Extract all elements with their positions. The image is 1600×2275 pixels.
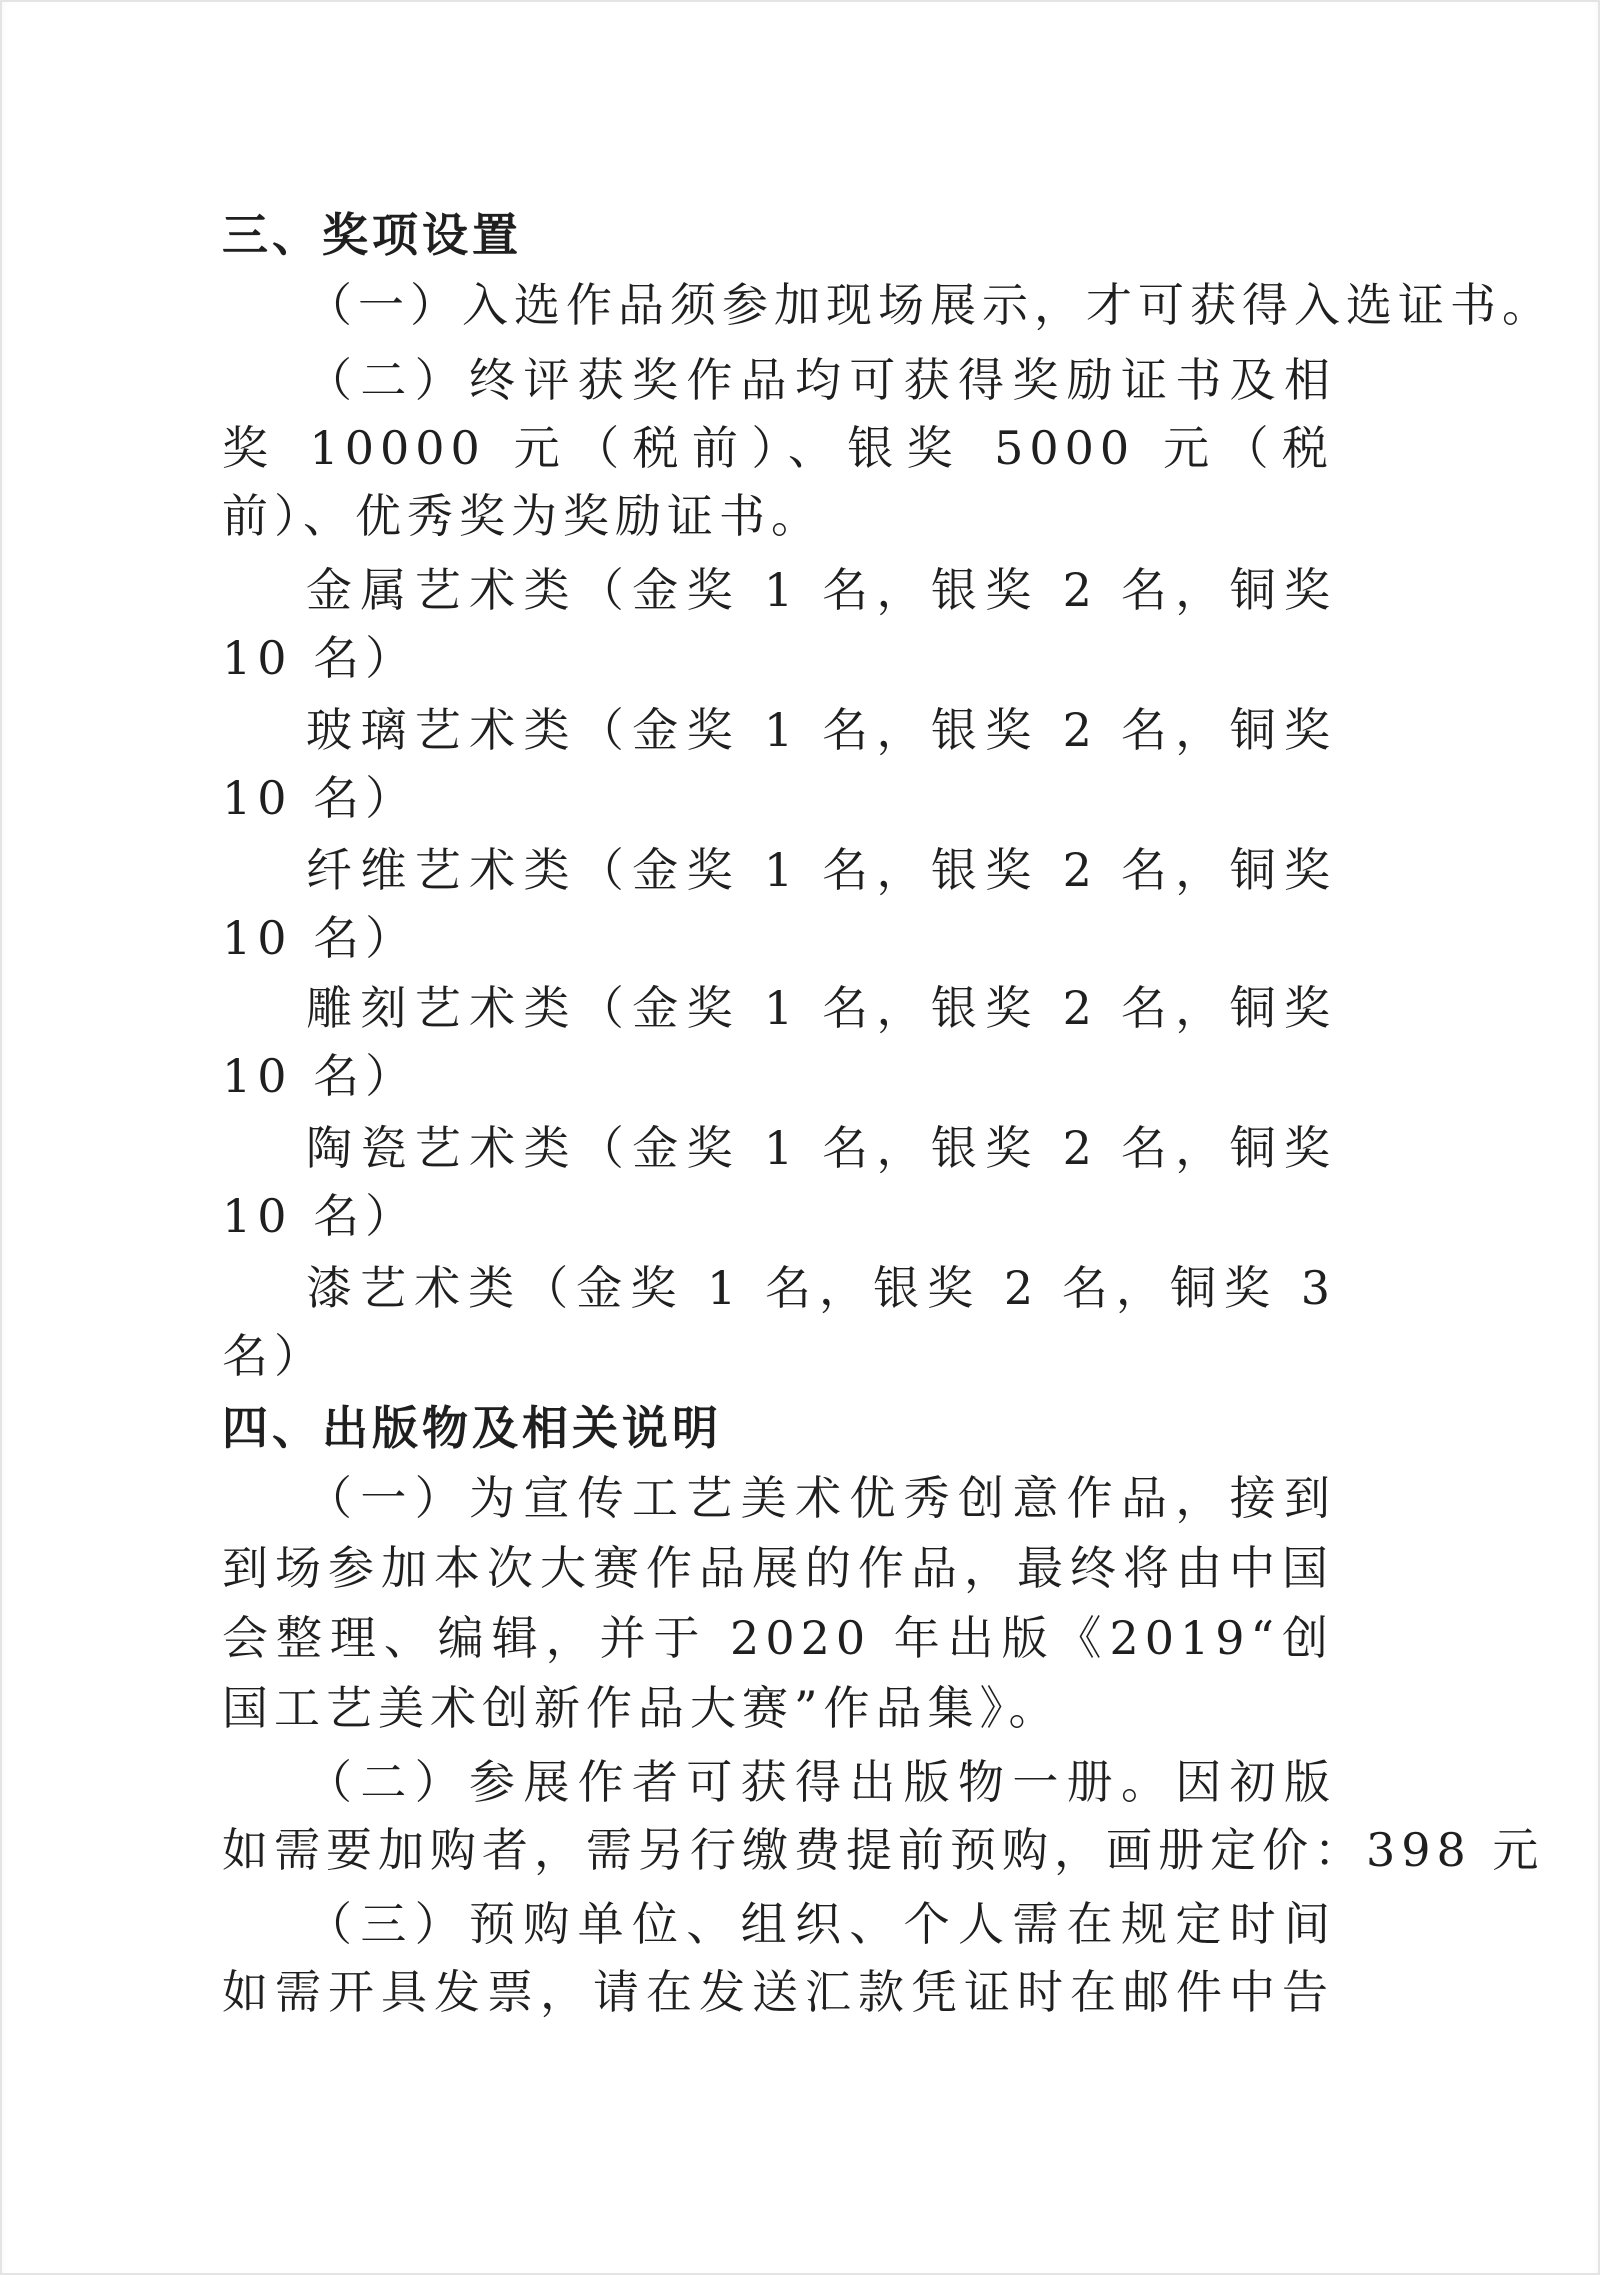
category-glass-line-1: 玻璃艺术类（金奖 1 名，银奖 2 名，铜奖 (306, 703, 1336, 757)
category-fiber-line-2: 10 名） (222, 911, 418, 965)
section-4-item-1-line-1: （一）为宣传工艺美术优秀创意作品，接到 (306, 1471, 1336, 1525)
section-4-item-1-line-3: 会整理、编辑，并于 2020 年出版《2019“创 (222, 1611, 1334, 1665)
section-3-heading: 三、奖项设置 (222, 208, 522, 262)
section-3-item-1: （一）入选作品须参加现场展示，才可获得入选证书。 (306, 278, 1554, 332)
section-3-item-2-line-3: 前）、优秀奖为奖励证书。 (222, 489, 823, 543)
category-glass-line-2: 10 名） (222, 771, 418, 825)
category-lacquer-line-1: 漆艺术类（金奖 1 名，银奖 2 名，铜奖 3 (306, 1261, 1336, 1315)
category-ceramic-line-1: 陶瓷艺术类（金奖 1 名，银奖 2 名，铜奖 (306, 1121, 1336, 1175)
section-4-item-2-line-2: 如需要加购者，需另行缴费提前预购，画册定价：398 元 (222, 1823, 1545, 1877)
section-4-item-1-line-2: 到场参加本次大赛作品展的作品，最终将由中国 (222, 1541, 1334, 1595)
section-3-item-2-line-1: （二）终评获奖作品均可获得奖励证书及相 (306, 353, 1336, 407)
section-4-heading: 四、出版物及相关说明 (222, 1401, 722, 1455)
category-carving-line-2: 10 名） (222, 1049, 418, 1103)
section-3-item-2-line-2: 奖 10000 元（税前）、银奖 5000 元（税 (222, 421, 1334, 475)
section-4-item-3-line-2: 如需开具发票，请在发送汇款凭证时在邮件中告 (222, 1965, 1334, 2019)
category-fiber-line-1: 纤维艺术类（金奖 1 名，银奖 2 名，铜奖 (306, 843, 1336, 897)
category-carving-line-1: 雕刻艺术类（金奖 1 名，银奖 2 名，铜奖 (306, 981, 1336, 1035)
section-4-item-1-line-4: 国工艺美术创新作品大赛”作品集》。 (222, 1681, 1061, 1735)
section-4-item-2-line-1: （二）参展作者可获得出版物一册。因初版 (306, 1755, 1336, 1809)
category-ceramic-line-2: 10 名） (222, 1189, 418, 1243)
section-4-item-3-line-1: （三）预购单位、组织、个人需在规定时间 (306, 1897, 1336, 1951)
category-metal-line-1: 金属艺术类（金奖 1 名，银奖 2 名，铜奖 (306, 563, 1336, 617)
category-metal-line-2: 10 名） (222, 631, 418, 685)
category-lacquer-line-2: 名） (222, 1329, 326, 1383)
